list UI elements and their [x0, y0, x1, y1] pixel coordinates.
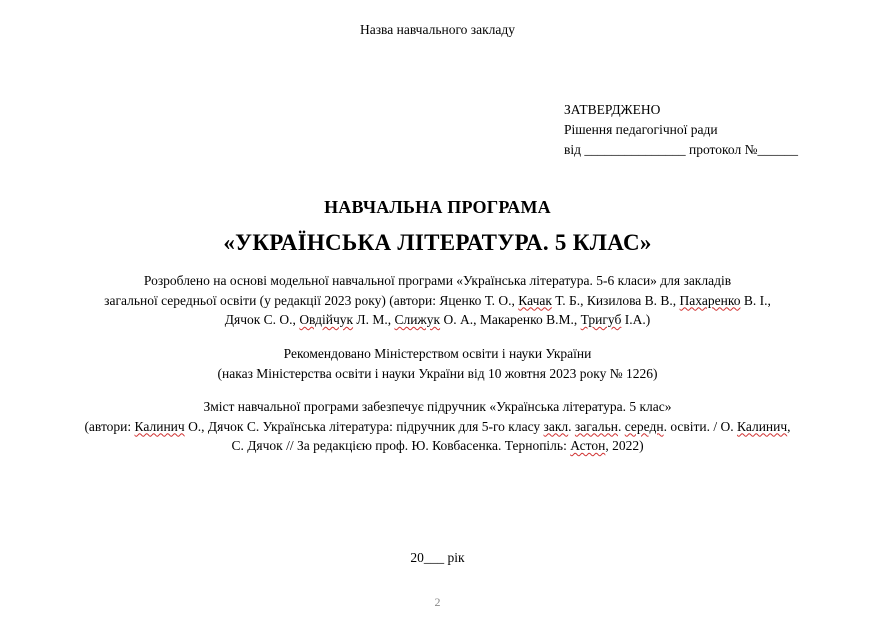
text-run: О., Дячок С. Українська література: підручник для 5-го класу — [184, 418, 544, 434]
program-subject: «УКРАЇНСЬКА ЛІТЕРАТУРА. 5 КЛАС» — [223, 230, 652, 255]
text-run: В. І., — [740, 292, 771, 308]
text-run: загальної середньої освіти (у редакції 2023 року) (автори: Яценко Т. О., — [104, 292, 519, 308]
text-run: О. А., Макаренко В.М., — [440, 312, 581, 327]
basis-paragraph — [0, 271, 875, 330]
text-run: , — [787, 418, 791, 434]
recommendation-line-1: Рекомендовано Міністерством освіти і науки України — [283, 346, 592, 361]
misspelled-word[interactable]: середн — [624, 418, 664, 434]
year-line: 20___ рік — [410, 550, 465, 565]
text-run: . освіти. / О. — [663, 418, 738, 434]
recommendation-paragraph — [0, 344, 875, 383]
misspelled-word[interactable]: Тригуб — [580, 312, 622, 327]
basis-line-2 — [0, 291, 875, 311]
text-run: Т. Б., Кизилова В. В., — [551, 292, 680, 308]
text-run: (автори: — [84, 418, 135, 434]
text-run: С. Дячок // За редакцією проф. Ю. Ковбасенка. Тернопіль: — [231, 438, 571, 453]
textbook-line-2 — [0, 417, 875, 437]
text-run: , 2022) — [605, 438, 644, 453]
misspelled-word[interactable]: закл — [543, 418, 569, 434]
basis-line-3 — [0, 310, 875, 330]
text-run: . — [568, 418, 575, 434]
misspelled-word[interactable]: Астон — [570, 438, 606, 453]
misspelled-word[interactable]: Качак — [518, 292, 552, 308]
misspelled-word[interactable]: Калинич — [737, 418, 788, 434]
misspelled-word[interactable]: Овдійчук — [299, 312, 354, 327]
basis-line-1: Розроблено на основі модельної навчальної програми «Українська література. 5-6 класи» для закладів — [143, 273, 732, 288]
text-run: . — [618, 418, 625, 434]
program-title: НАВЧАЛЬНА ПРОГРАМА — [324, 197, 551, 217]
approval-date-line: від _______________ протокол №______ — [564, 142, 798, 157]
approval-block — [564, 100, 798, 160]
text-run: Л. М., — [353, 312, 395, 327]
textbook-line-1: Зміст навчальної програми забезпечує підручник «Українська література. 5 клас» — [203, 399, 672, 414]
misspelled-word[interactable]: загальн — [574, 418, 619, 434]
page-number: 2 — [434, 595, 441, 609]
textbook-line-3 — [0, 436, 875, 456]
text-run: І.А.) — [621, 312, 651, 327]
misspelled-word[interactable]: Слижук — [394, 312, 441, 327]
misspelled-word[interactable]: Калинич — [134, 418, 185, 434]
institution-name: Назва навчального закладу — [359, 22, 516, 37]
recommendation-line-2: (наказ Міністерства освіти і науки України від 10 жовтня 2023 року № 1226) — [217, 365, 658, 381]
textbook-paragraph — [0, 397, 875, 456]
approval-heading: ЗАТВЕРДЖЕНО — [564, 102, 661, 117]
text-run: Дячок С. О., — [224, 312, 300, 327]
approval-decision: Рішення педагогічної ради — [564, 122, 718, 137]
misspelled-word[interactable]: Пахаренко — [679, 292, 741, 308]
